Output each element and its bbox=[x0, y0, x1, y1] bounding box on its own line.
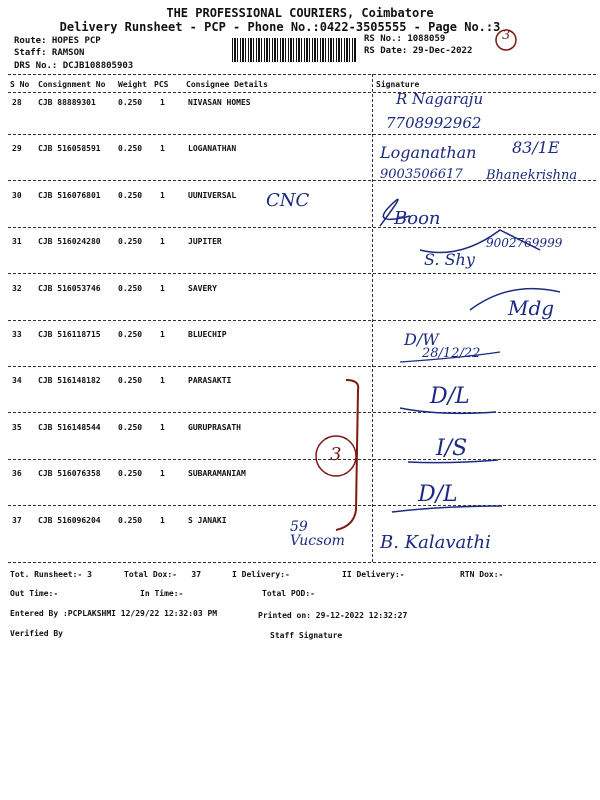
r29-signature: Loganathan bbox=[380, 143, 477, 162]
row-sno: 36 bbox=[12, 469, 22, 479]
route-label: Route: HOPES PCP bbox=[14, 36, 101, 46]
row-weight: 0.250 bbox=[118, 469, 143, 479]
row-pcs: 1 bbox=[160, 422, 165, 432]
r34-status: D/L bbox=[430, 384, 470, 409]
row-consignment-no: CJB 516096204 bbox=[38, 515, 101, 525]
row-consignee: BLUECHIP bbox=[188, 330, 227, 339]
row-weight: 0.250 bbox=[118, 190, 143, 200]
r31-phone: 9002769999 bbox=[486, 236, 563, 250]
row-weight: 0.250 bbox=[118, 144, 143, 154]
r29-phone: 9003506617 bbox=[380, 167, 463, 182]
row-pcs: 1 bbox=[160, 376, 165, 386]
row-consignment-no: CJB 516076358 bbox=[38, 469, 101, 479]
row-weight: 0.250 bbox=[118, 283, 143, 293]
row-pcs: 1 bbox=[160, 469, 165, 479]
r29-address: 83/1E bbox=[512, 138, 560, 157]
row-consignee: NIVASAN HOMES bbox=[188, 98, 251, 107]
drs-number: DRS No.: DCJB108805903 bbox=[14, 61, 134, 71]
page-circle-number: 3 bbox=[502, 28, 511, 43]
row-sno: 37 bbox=[12, 515, 22, 525]
row-consignment-no: CJB 516053746 bbox=[38, 283, 101, 293]
rs-date: RS Date: 29-Dec-2022 bbox=[364, 46, 473, 56]
r29-extra: Bhanekrishna bbox=[486, 168, 578, 183]
row-pcs: 1 bbox=[160, 144, 165, 154]
col-weight: Weight bbox=[118, 80, 147, 89]
r30-signature: Boon bbox=[394, 208, 441, 229]
row-consignee: SAVERY bbox=[188, 283, 217, 293]
row-weight: 0.250 bbox=[118, 376, 143, 386]
row-consignee: PARASAKTI bbox=[188, 376, 232, 386]
entered-by: Entered By :PCPLAKSHMI 12/29/22 12:32:03 PM bbox=[10, 609, 218, 618]
r37-note: 59 Vucsom bbox=[290, 519, 345, 549]
r28-signature: R Nagaraju bbox=[396, 90, 484, 108]
r37-signature: B. Kalavathi bbox=[380, 532, 491, 553]
col-consignment: Consignment No bbox=[38, 80, 106, 89]
col-pcs: PCS bbox=[154, 80, 169, 89]
row-consignment-no: CJB 516118715 bbox=[38, 330, 101, 339]
row-sno: 35 bbox=[12, 422, 22, 432]
col-sno: S No bbox=[10, 80, 30, 89]
r28-phone: 7708992962 bbox=[386, 114, 482, 132]
row-sno: 32 bbox=[12, 283, 22, 293]
row-consignment-no: CJB 516024280 bbox=[38, 237, 101, 247]
total-pod: Total POD:- bbox=[262, 589, 315, 598]
row-weight: 0.250 bbox=[118, 330, 143, 339]
col-signature: Signature bbox=[376, 80, 420, 89]
row-sno: 33 bbox=[12, 330, 22, 339]
ii-delivery: II Delivery:- bbox=[342, 570, 405, 579]
verified-by: Verified By bbox=[10, 629, 63, 638]
r32-signature: Mdg bbox=[508, 296, 555, 320]
row-pcs: 1 bbox=[160, 515, 165, 525]
row-pcs: 1 bbox=[160, 237, 165, 247]
row-consignee: GURUPRASATH bbox=[188, 422, 241, 432]
tot-runsheet: Tot. Runsheet:- 3 bbox=[10, 570, 92, 579]
row-consignment-no: CJB 516058591 bbox=[38, 144, 101, 154]
rtn-dox: RTN Dox:- bbox=[460, 570, 504, 579]
row-consignee: LOGANATHAN bbox=[188, 144, 237, 154]
r35-circle-number: 3 bbox=[330, 444, 342, 465]
r33-date: 28/12/22 bbox=[422, 346, 481, 361]
row-pcs: 1 bbox=[160, 190, 165, 200]
row-sno: 34 bbox=[12, 376, 22, 386]
printed-on: Printed on: 29-12-2022 12:32:27 bbox=[258, 611, 408, 620]
in-time: In Time:- bbox=[140, 589, 184, 598]
staff-label: Staff: RAMSON bbox=[14, 48, 85, 58]
r33-signature: D/W bbox=[404, 330, 439, 349]
r31-signature: S. Shy bbox=[424, 250, 475, 269]
row-weight: 0.250 bbox=[118, 98, 143, 107]
row-pcs: 1 bbox=[160, 283, 165, 293]
row-consignment-no: CJB 88889301 bbox=[38, 98, 96, 107]
row-consignee: SUBARAMANIAM bbox=[188, 469, 246, 479]
out-time: Out Time:- bbox=[10, 589, 59, 598]
r36-status: D/L bbox=[418, 482, 458, 507]
row-sno: 31 bbox=[12, 237, 22, 247]
total-dox: Total Dox:- 37 bbox=[124, 570, 202, 579]
row-sno: 29 bbox=[12, 144, 22, 154]
row-weight: 0.250 bbox=[118, 515, 143, 525]
row-weight: 0.250 bbox=[118, 237, 143, 247]
col-consignee: Consignee Details bbox=[186, 80, 268, 89]
row-pcs: 1 bbox=[160, 98, 165, 107]
row-consignee: UUNIVERSAL bbox=[188, 190, 237, 200]
row-sno: 30 bbox=[12, 190, 22, 200]
row-consignment-no: CJB 516148544 bbox=[38, 422, 101, 432]
row-sno: 28 bbox=[12, 98, 22, 107]
r30-note: CNC bbox=[266, 190, 310, 211]
row-consignment-no: CJB 516076801 bbox=[38, 190, 101, 200]
i-delivery: I Delivery:- bbox=[232, 570, 290, 579]
runsheet-title: Delivery Runsheet - PCP - Phone No.:0422-3505555 - Page No.:3 bbox=[59, 20, 501, 34]
r35-status: I/S bbox=[436, 436, 468, 461]
staff-signature: Staff Signature bbox=[270, 631, 343, 640]
row-weight: 0.250 bbox=[118, 422, 143, 432]
row-pcs: 1 bbox=[160, 330, 165, 339]
company-title: THE PROFESSIONAL COURIERS, Coimbatore bbox=[166, 6, 434, 20]
table-bottom-rule bbox=[8, 562, 596, 563]
rs-number: RS No.: 1088059 bbox=[364, 34, 446, 44]
row-consignment-no: CJB 516148182 bbox=[38, 376, 101, 386]
row-consignee: JUPITER bbox=[188, 237, 222, 247]
row-consignee: S JANAKI bbox=[188, 515, 227, 525]
